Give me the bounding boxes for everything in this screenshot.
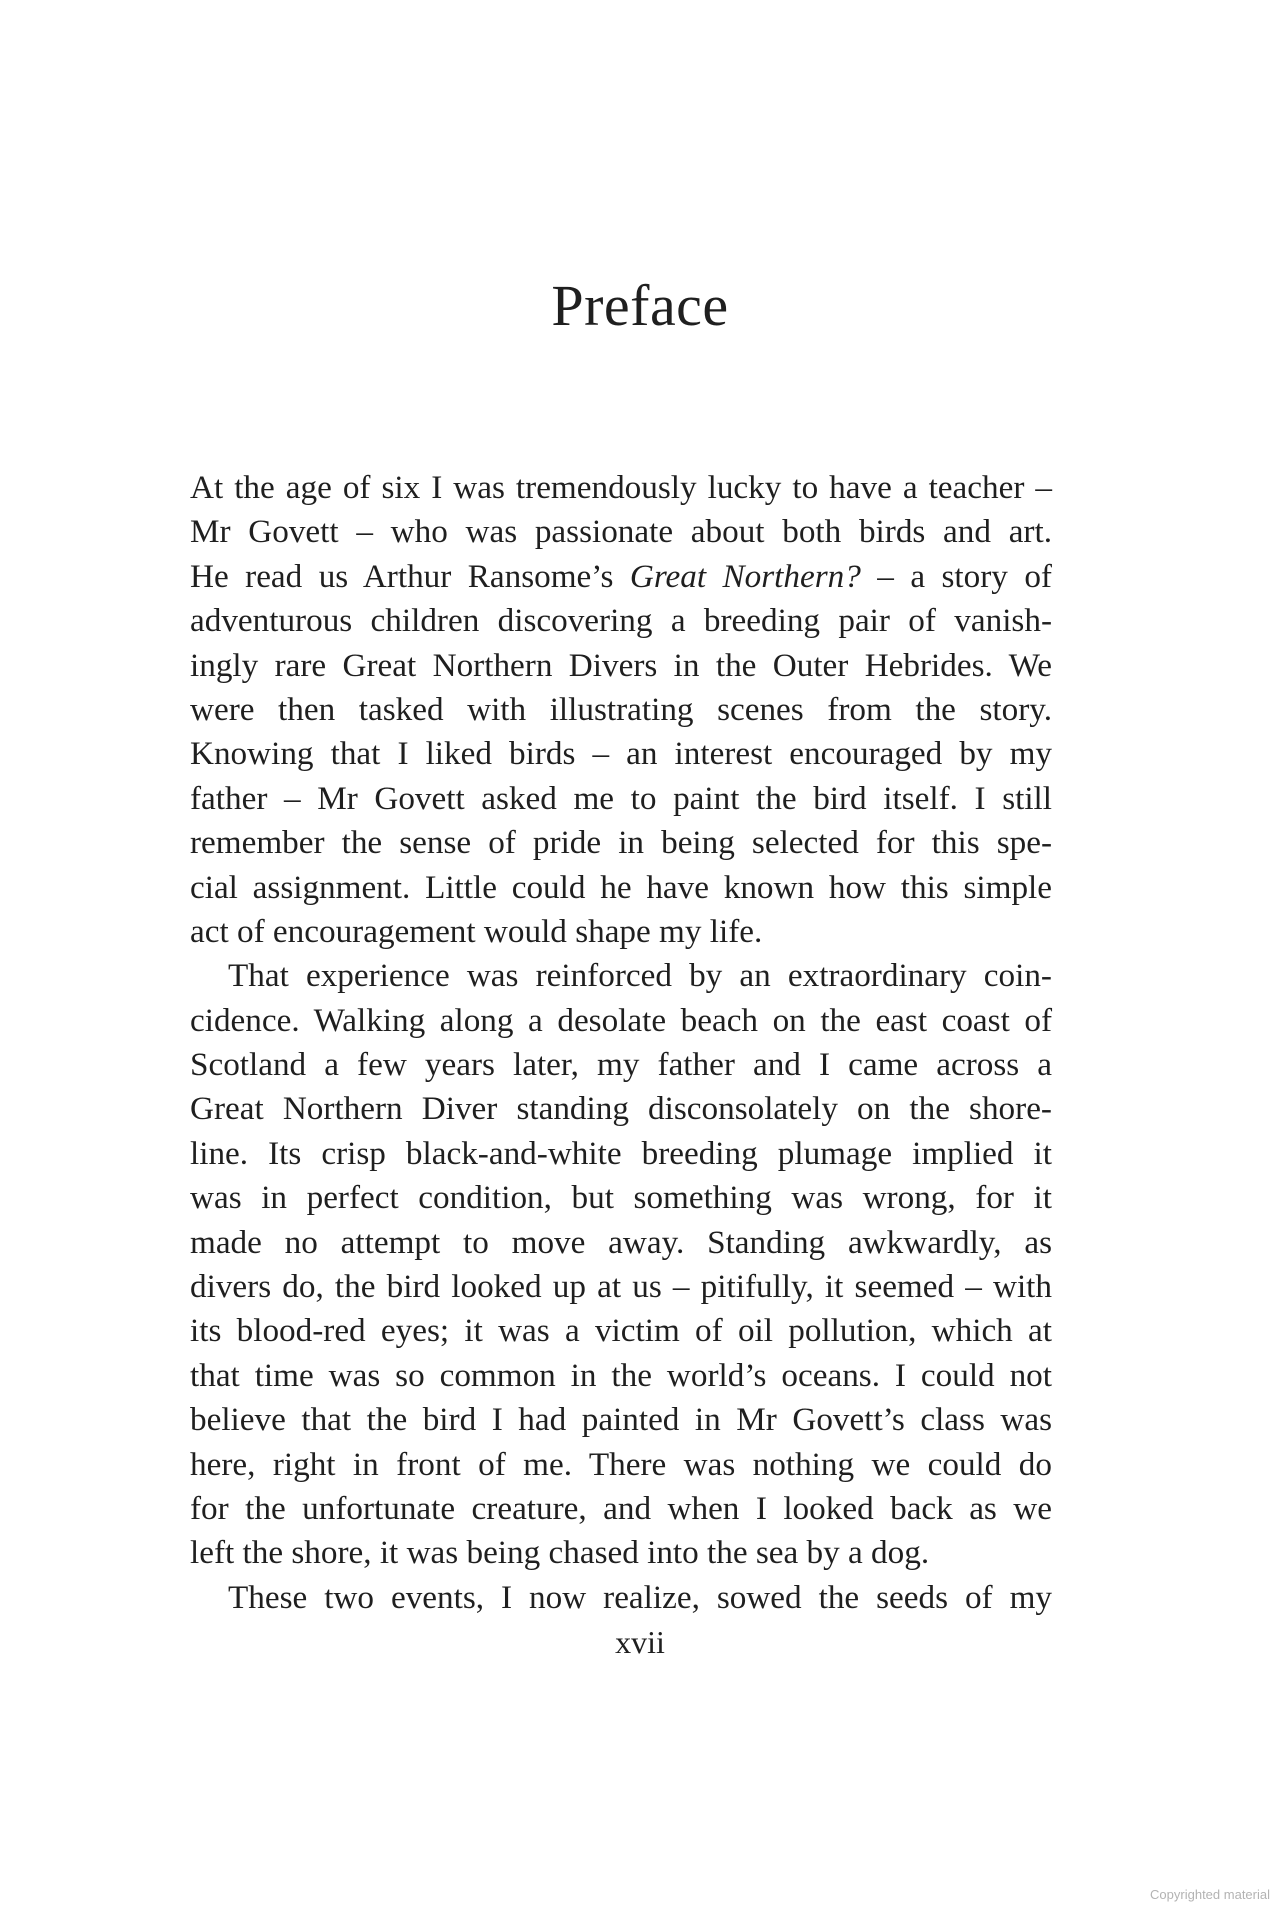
page-number: xvii — [615, 1624, 665, 1660]
text-line: that time was so common in the world’s oceans. I could not — [190, 1356, 1052, 1394]
text-line: cidence. Walking along a desolate beach on the east coast of — [190, 1001, 1052, 1039]
book-title: Great Northern? — [629, 557, 861, 595]
text-run: He read us Arthur Ransome’s — [190, 557, 630, 595]
text-line: here, right in front of me. There was nothing we could do — [190, 1445, 1052, 1483]
text-line: made no attempt to move away. Standing awkwardly, as — [190, 1223, 1052, 1261]
text-line — [190, 555, 1052, 599]
text-line: left the shore, it was being chased into the sea by a dog. — [190, 1534, 930, 1572]
text-line: ingly rare Great Northern Divers in the Outer Hebrides. We — [190, 646, 1052, 684]
text-line: Scotland a few years later, my father and I came across a — [190, 1046, 1052, 1084]
preface-body — [190, 466, 1052, 1620]
paragraph-3 — [190, 1576, 1052, 1620]
copyright-watermark: Copyrighted material — [1150, 1887, 1270, 1902]
text-line: Great Northern Diver standing disconsolately on the shore- — [190, 1090, 1052, 1128]
text-line: At the age of six I was tremendously lucky to have a teacher – — [190, 469, 1052, 506]
text-line: divers do, the bird looked up at us – pitifully, it seemed – with — [190, 1268, 1052, 1306]
page-title: Preface — [551, 273, 729, 338]
text-line: That experience was reinforced by an extraordinary coin- — [228, 957, 1052, 995]
text-line: father – Mr Govett asked me to paint the bird itself. I still — [190, 779, 1052, 817]
text-line: These two events, I now realize, sowed the seeds of my — [228, 1578, 1052, 1616]
paragraph-2 — [190, 954, 1052, 1575]
text-line: Knowing that I liked birds – an interest encouraged by my — [190, 735, 1052, 773]
text-line: were then tasked with illustrating scenes from the story. — [190, 690, 1052, 728]
text-line: believe that the bird I had painted in Mr Govett’s class was — [190, 1401, 1052, 1439]
text-line: was in perfect condition, but something was wrong, for it — [190, 1179, 1052, 1217]
text-line: Mr Govett – who was passionate about both birds and art. — [190, 513, 1052, 551]
paragraph-1 — [190, 466, 1052, 954]
text-line: adventurous children discovering a breeding pair of vanish- — [190, 602, 1052, 640]
text-line: for the unfortunate creature, and when I looked back as we — [190, 1489, 1052, 1527]
text-line: act of encouragement would shape my life. — [190, 912, 763, 950]
text-line: line. Its crisp black-and-white breeding plumage implied it — [190, 1134, 1052, 1172]
text-line: its blood-red eyes; it was a victim of oil pollution, which at — [190, 1312, 1052, 1350]
text-line: remember the sense of pride in being selected for this spe- — [190, 824, 1052, 862]
text-line: cial assignment. Little could he have known how this simple — [190, 868, 1052, 906]
text-run: – a story of — [860, 557, 1052, 595]
